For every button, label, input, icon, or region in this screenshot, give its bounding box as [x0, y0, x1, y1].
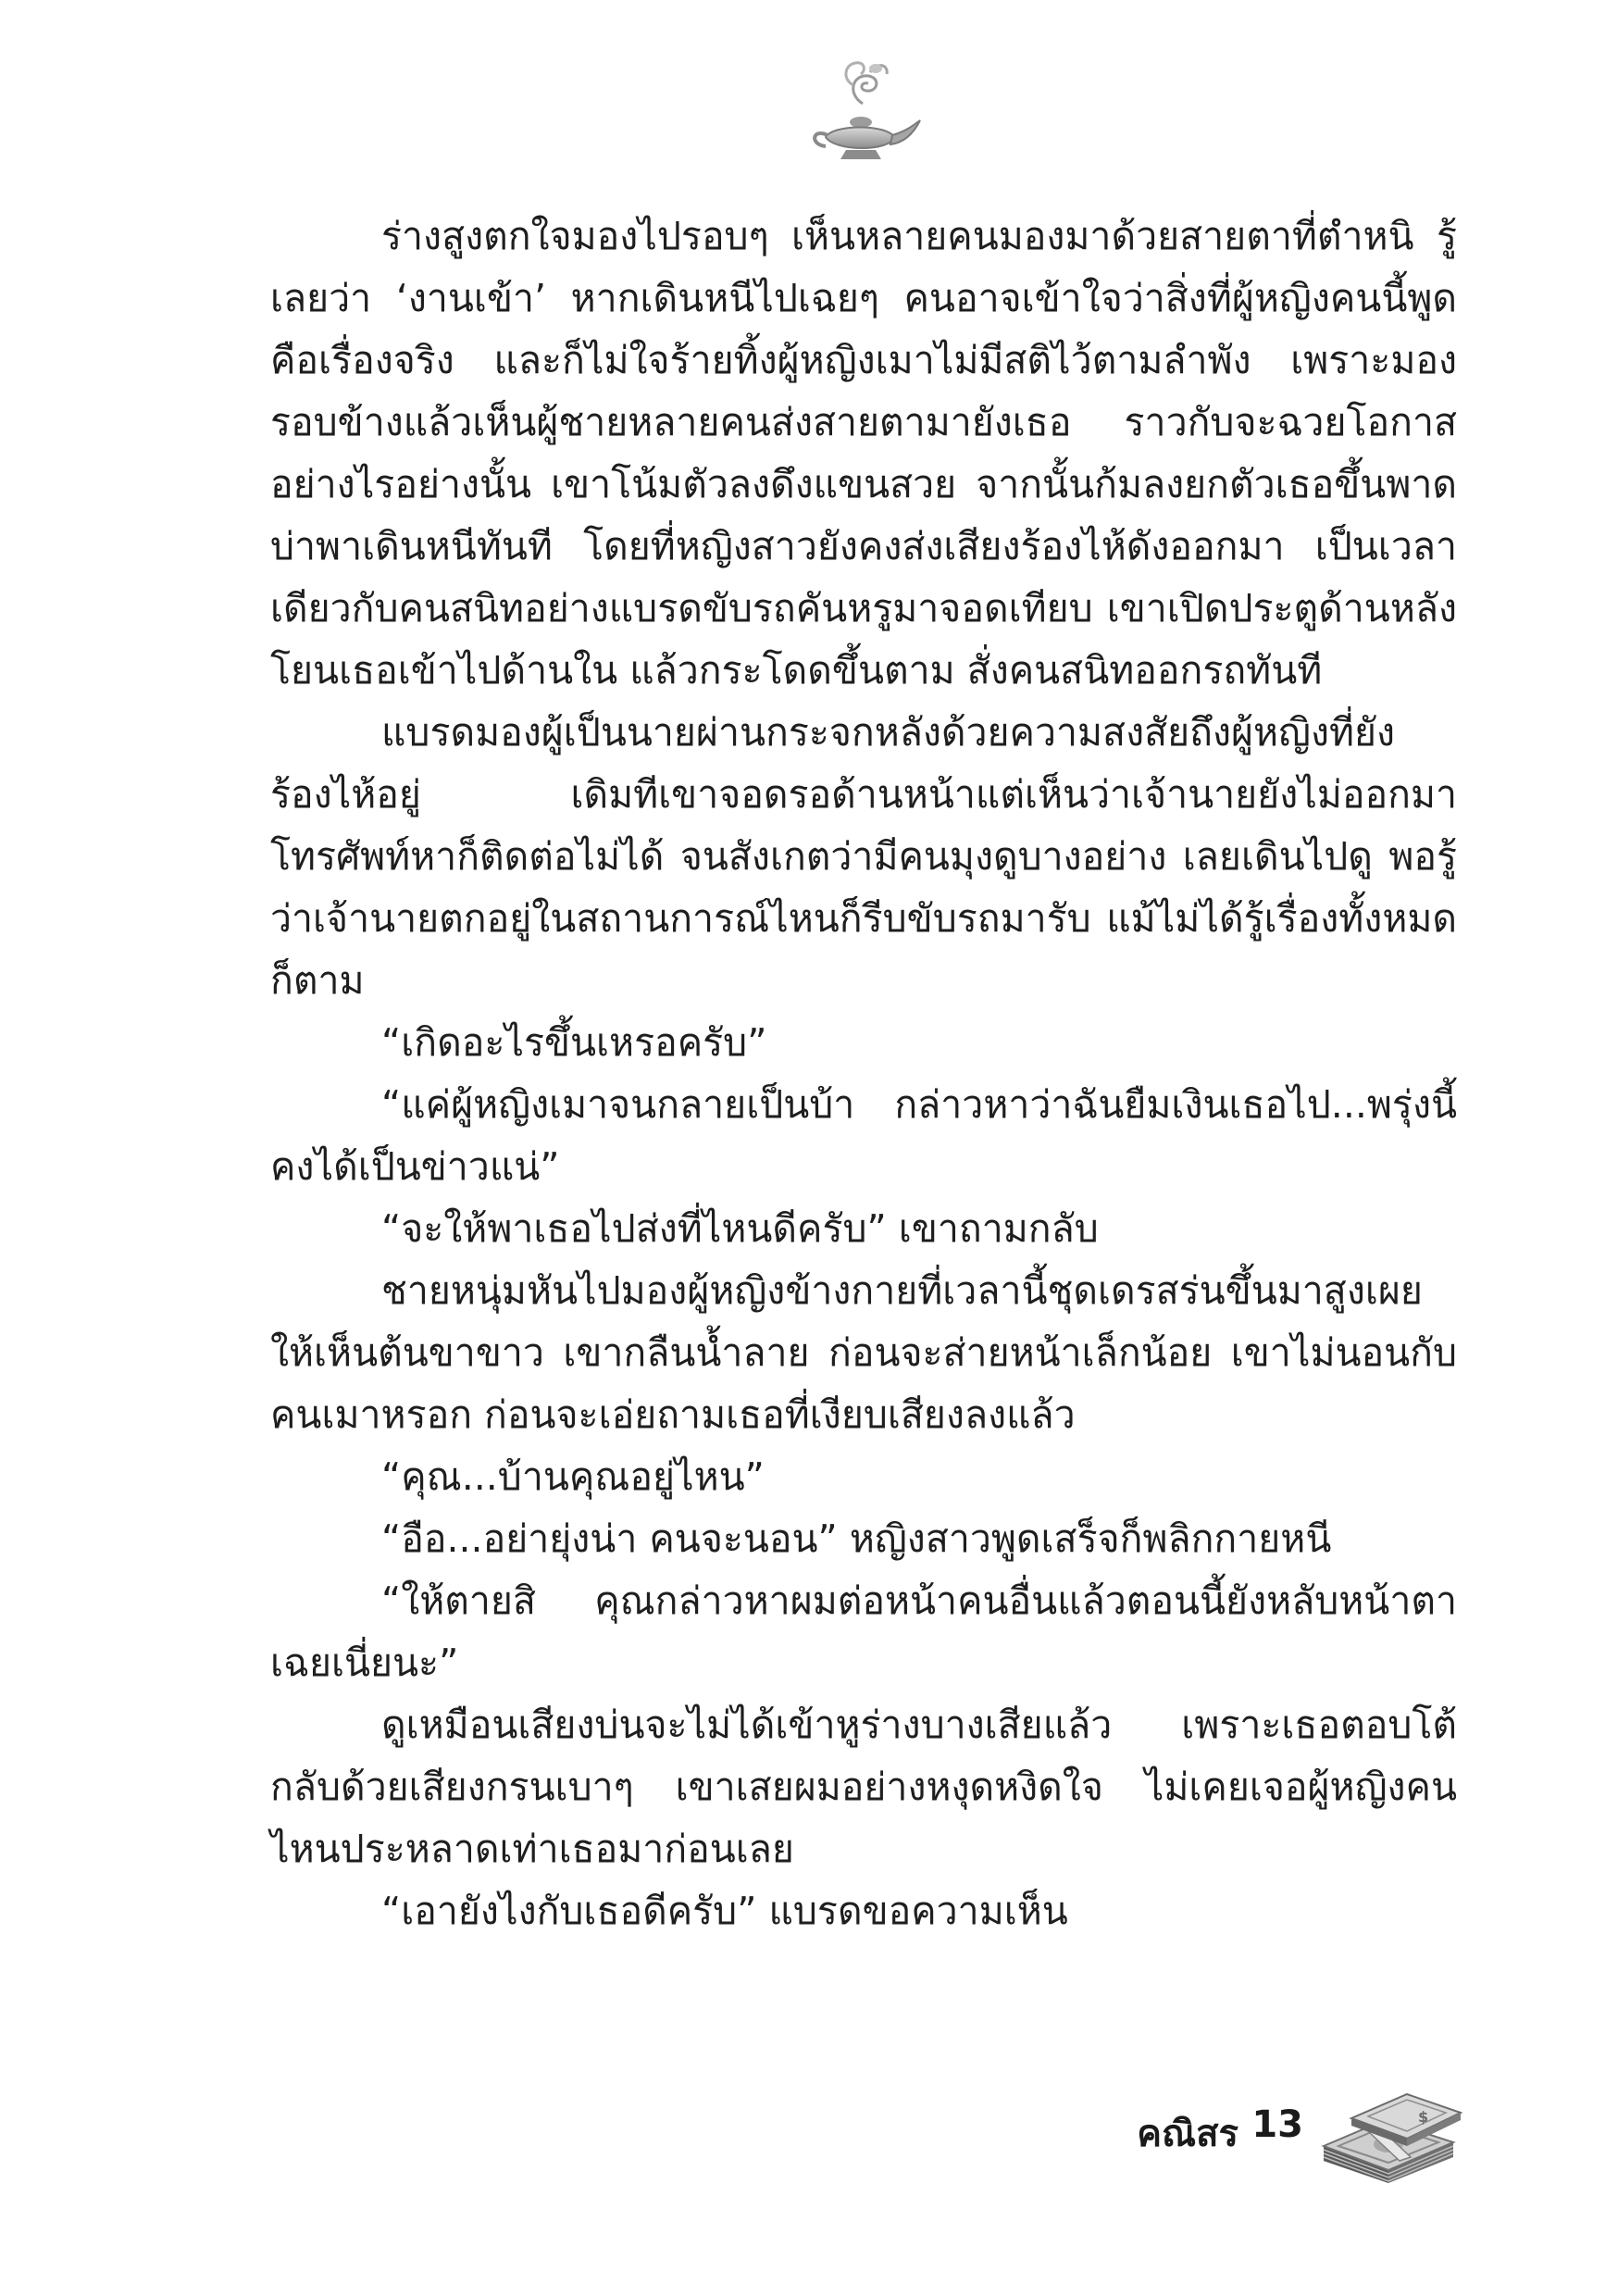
paragraph: ชายหนุ่มหันไปมองผู้หญิงข้างกายที่เวลานี้ชุดเดรสร่นขึ้นมาสูงเผยให้เห็นต้นขาขาว เขากลืนน้ำลาย ก่อนจะส่ายหน้าเล็กน้อย เขาไม่นอนกับคนเมาหรอก ก่อนจะเอ่ยถามเธอที่เงียบเสียงลงแล้ว [270, 1268, 1457, 1437]
dialogue-line: “อือ...อย่ายุ่งน่า คนจะนอน” หญิงสาวพูดเสร็จก็พลิกกายหนี [381, 1516, 1332, 1561]
paragraph: ดูเหมือนเสียงบ่นจะไม่ได้เข้าหูร่างบางเสียแล้ว เพราะเธอตอบโต้กลับด้วยเสียงกรนเบาๆ เขาเสยผมอย่างหงุดหงิดใจ ไม่เคยเจอผู้หญิงคนไหนประหลาดเท่าเธอมาก่อนเลย [270, 1703, 1457, 1871]
dialogue-line: “เอายังไงกับเธอดีครับ” แบรดขอความเห็น [381, 1889, 1068, 1933]
page-footer [1111, 2081, 1462, 2183]
chapter-body [270, 206, 1457, 1942]
dialogue-line: “จะให้พาเธอไปส่งที่ไหนดีครับ” เขาถามกลับ [381, 1206, 1099, 1251]
page-number: 13 [1251, 2103, 1303, 2146]
svg-text:$: $ [1418, 2108, 1429, 2126]
genie-lamp-icon [798, 48, 927, 178]
dialogue-line: “เกิดอะไรขึ้นเหรอครับ” [381, 1020, 767, 1065]
dialogue-line: “แค่ผู้หญิงเมาจนกลายเป็นบ้า กล่าวหาว่าฉันยืมเงินเธอไป...พรุ่งนี้คงได้เป็นข่าวแน่” [270, 1082, 1457, 1189]
money-stack-icon [1314, 2081, 1462, 2183]
running-title: คณิสร [1137, 2113, 1238, 2155]
paragraph: แบรดมองผู้เป็นนายผ่านกระจกหลังด้วยความสงสัยถึงผู้หญิงที่ยังร้องไห้อยู่ เดิมทีเขาจอดรอด้านหน้าแต่เห็นว่าเจ้านายยังไม่ออกมา โทรศัพท์หาก็ติดต่อไม่ได้ จนสังเกตว่ามีคนมุงดูบางอย่าง เลยเดินไปดู พอรู้ว่าเจ้านายตกอยู่ในสถานการณ์ไหนก็รีบขับรถมารับ แม้ไม่ได้รู้เรื่องทั้งหมดก็ตาม [270, 710, 1457, 1003]
dialogue-line: “คุณ...บ้านคุณอยู่ไหน” [381, 1454, 765, 1499]
paragraph: ร่างสูงตกใจมองไปรอบๆ เห็นหลายคนมองมาด้วยสายตาที่ตำหนิ รู้เลยว่า ‘งานเข้า’ หากเดินหนีไปเฉยๆ คนอาจเข้าใจว่าสิ่งที่ผู้หญิงคนนี้พูดคือเรื่องจริง และก็ไม่ใจร้ายทิ้งผู้หญิงเมาไม่มีสติไว้ตามลำพัง เพราะมองรอบข้างแล้วเห็นผู้ชายหลายคนส่งสายตามายังเธอ ราวกับจะฉวยโอกาสอย่างไรอย่างนั้น เขาโน้มตัวลงดึงแขนสวย จากนั้นก้มลงยกตัวเธอขึ้นพาดบ่าพาเดินหนีทันที โดยที่หญิงสาวยังคงส่งเสียงร้องไห้ดังออกมา เป็นเวลาเดียวกับคนสนิทอย่างแบรดขับรถคันหรูมาจอดเทียบ เขาเปิดประตูด้านหลังโยนเธอเข้าไปด้านใน แล้วกระโดดขึ้นตาม สั่งคนสนิทออกรถทันที [270, 214, 1457, 693]
dialogue-line: “ให้ตายสิ คุณกล่าวหาผมต่อหน้าคนอื่นแล้วตอนนี้ยังหลับหน้าตาเฉยเนี่ยนะ” [270, 1578, 1457, 1685]
